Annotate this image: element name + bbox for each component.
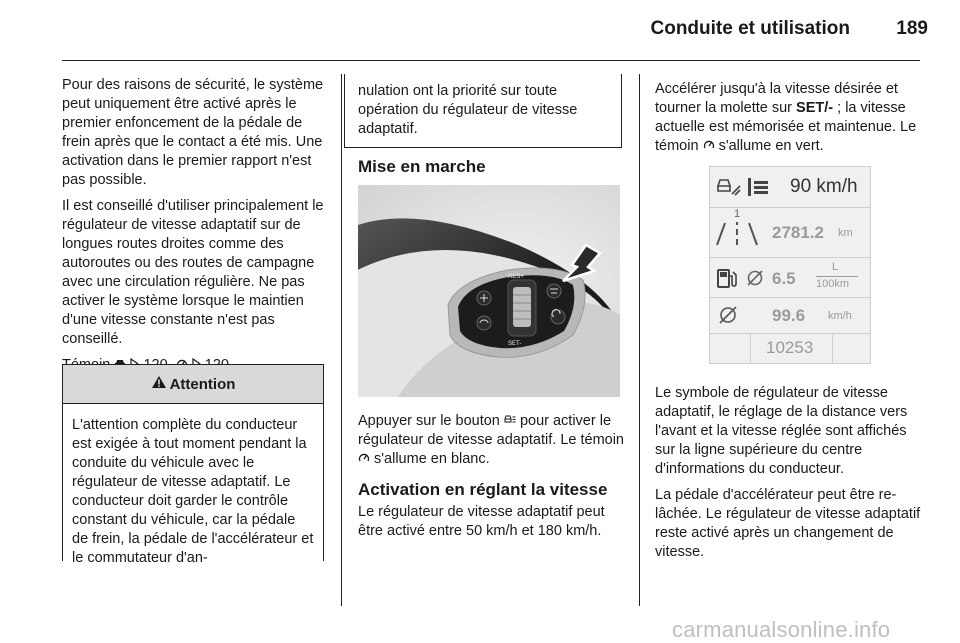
paragraph-press-button: Appuyer sur le bouton pour activer le régulateur de vitesse adaptatif. Le témoin s'allume en blanc. [358, 413, 624, 467]
attention-box [62, 364, 324, 566]
odometer-right-cell [832, 333, 833, 363]
attention-body: L'attention complète du conducteur est exigée à tout moment pendant la conduite du véhicule avec le régulateur de vitesse adaptatif. Le conducteur doit garder le contrôle constant du véhicule, car la pédale de frein, la pédale de l'accélérateur et le commutateur d'an- [72, 417, 314, 566]
consumption-unit-bottom: 100km [816, 278, 850, 290]
paragraph-accelerate: Accélérer jusqu'à la vitesse désirée et tourner la molette sur SET/- ; la vitesse actuelle est mémorisée et maintenue. Le témoin s'allume en vert. [655, 81, 917, 154]
display-row-avg-speed [710, 297, 870, 334]
paragraph-symbol-display: Le symbole de régulateur de vitesse adaptatif, le réglage de la distance vers l'avant et la vitesse réglée sont affichés sur la ligne supérieure du centre d'informations du conducteur. [655, 385, 908, 477]
set-minus-label: SET/- [796, 100, 834, 116]
column-2-lower [358, 412, 624, 548]
odometer-left-cell [750, 333, 751, 363]
res-label: RES+ [508, 274, 524, 280]
cruise-speedo-icon [703, 138, 719, 154]
average-symbol-icon [718, 305, 738, 330]
set-speed-value: 90 km/h [790, 176, 858, 197]
column-divider-2 [639, 74, 640, 606]
fuel-pump-icon [716, 267, 738, 294]
odometer-value: 10253 [766, 338, 814, 357]
adaptive-cruise-icon [504, 413, 520, 429]
watermark: carmanualsonline.info [672, 617, 891, 642]
adaptive-cruise-icon [716, 176, 742, 203]
consumption-unit-divider [816, 276, 858, 277]
page-number: 189 [896, 18, 928, 39]
section-heading-activation: Activation en réglant la vitesse [358, 480, 608, 499]
display-row-odometer [710, 333, 870, 363]
average-symbol-icon [746, 269, 764, 292]
attention-title: Attention [169, 375, 236, 393]
steering-wheel-photo [358, 185, 620, 397]
column-3-bottom [655, 384, 925, 569]
paragraph-speed-range: Le régulateur de vitesse adaptatif peut être activé entre 50 km/h et 180 km/h. [358, 504, 605, 539]
display-row-trip [710, 207, 870, 258]
gear-indicator: 1 [734, 208, 741, 220]
header-rule [62, 60, 920, 61]
section-heading-mise-en-marche-wrap [358, 156, 622, 180]
driver-info-display [709, 166, 871, 364]
column-3-top [655, 80, 925, 163]
page-header-title: Conduite et utilisation [650, 18, 850, 39]
display-row-consumption [710, 257, 870, 298]
paragraph-pedal-release: La pédale d'accélérateur peut être relâchée. Le régulateur de vitesse adaptatif reste activé après un changement de vitesse. [655, 487, 921, 560]
column-divider-1 [341, 74, 342, 606]
average-speed-unit: km/h [828, 310, 852, 322]
trip-distance-unit: km [838, 227, 853, 239]
section-heading-mise-en-marche: Mise en marche [358, 157, 486, 176]
paragraph-advice: Il est conseillé d'utiliser principalement le régulateur de vitesse adaptatif sur de longues routes droites comme des autoroutes ou des routes de campagne avec une circulation régulière. Ne pas activer le système lorsque le maintien d'une vitesse constante n'est pas conseillé. [62, 198, 324, 347]
road-lanes-icon [715, 221, 759, 252]
cruise-speedo-icon [358, 451, 374, 467]
attention-header [63, 365, 323, 404]
set-label: SET- [508, 341, 522, 347]
consumption-unit-top: L [832, 261, 839, 273]
attention-box-continued [344, 74, 622, 148]
trip-distance-value: 2781.2 [772, 223, 824, 242]
display-row-speed [710, 167, 870, 208]
column-1 [62, 76, 326, 382]
average-speed-value: 99.6 [772, 306, 806, 325]
attention-continued-text: nulation ont la priorité sur toute opération du régulateur de vitesse adaptatif. [358, 83, 578, 137]
warning-triangle-icon [151, 375, 167, 393]
consumption-value: 6.5 [772, 269, 796, 288]
paragraph-safety: Pour des raisons de sécurité, le système peut uniquement être activé après le premier enfoncement de la pédale de frein après que le contact a été mis. Une activation dans le premier rapport n'est pas possible. [62, 77, 324, 188]
distance-bars-icon [748, 178, 772, 201]
